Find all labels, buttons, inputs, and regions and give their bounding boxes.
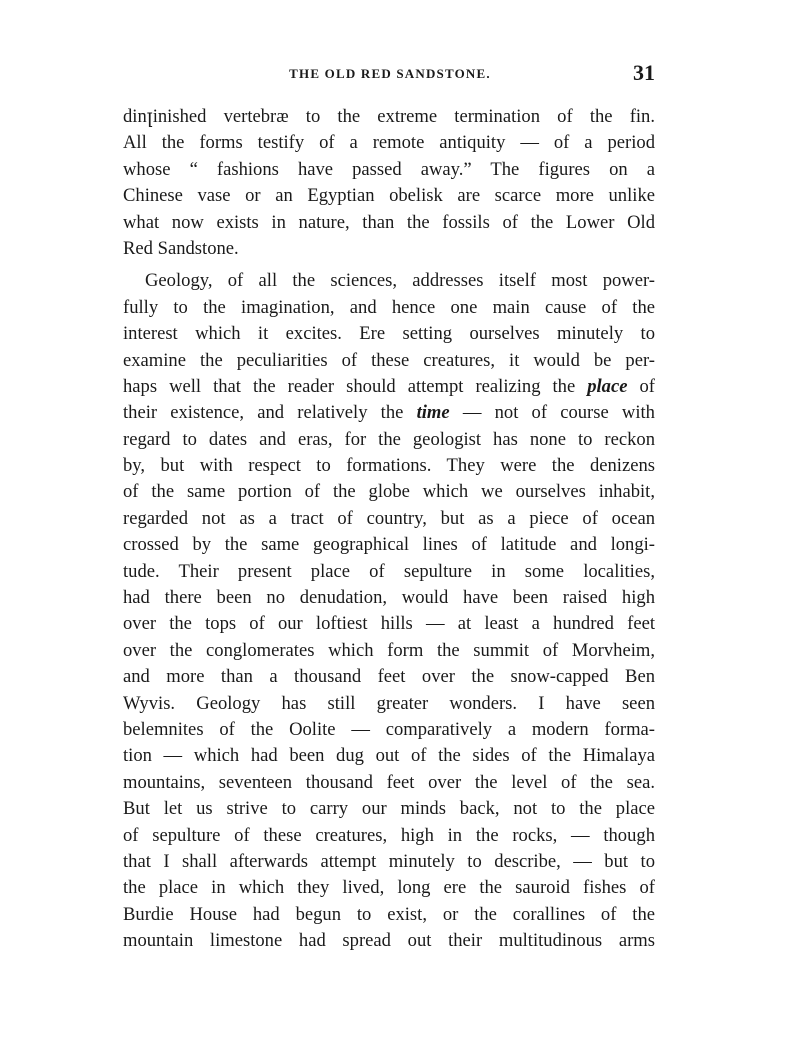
paragraph-2-line-23: that I shall afterwards attempt minutely to describe, — but to: [123, 850, 655, 872]
page-number: 31: [633, 60, 655, 85]
paragraph-2-line-19: tion — which had been dug out of the sides of the Himalaya: [123, 745, 655, 767]
paragraph-2-line-11: crossed by the same geographical lines of latitude and longi-: [123, 534, 655, 556]
italic-word-time: time: [416, 402, 450, 424]
paragraph-2-line-26: mountain limestone had spread out their multitudinous arms: [123, 930, 655, 952]
paragraph-2-line-15: over the conglomerates which form the summit of Morvheim,: [123, 639, 655, 661]
paragraph-1-line-5: what now exists in nature, than the fossils of the Lower Old: [123, 211, 655, 233]
body-text: [123, 104, 655, 955]
paragraph-1-line-6: Red Sandstone.: [123, 237, 239, 259]
paragraph-2-line-5: [123, 374, 655, 400]
italic-word-place: place: [587, 375, 628, 397]
paragraph-1-line-3: whose “ fashions have passed away.” The figures on a: [123, 158, 655, 180]
paragraph-2-line-2: fully to the imagination, and hence one main cause of the: [123, 296, 655, 318]
running-head: [125, 60, 655, 88]
paragraph-2-line-7: regard to dates and eras, for the geologist has none to reckon: [123, 428, 655, 450]
paragraph-2-line-16: and more than a thousand feet over the snow-capped Ben: [123, 666, 655, 688]
paragraph-2-line-6: [123, 400, 655, 426]
paragraph-2-line-9: of the same portion of the globe which we ourselves inhabit,: [123, 481, 655, 503]
paragraph-2-line-3: interest which it excites. Ere setting ourselves minutely to: [123, 323, 655, 345]
paragraph-1-line-1: dinꞁinished vertebræ to the extreme termination of the fin.: [123, 106, 655, 127]
text-run: haps well that the reader should attempt realizing the: [123, 375, 576, 397]
paragraph-2-line-10: regarded not as a tract of country, but as a piece of ocean: [123, 507, 655, 529]
paragraph-2-line-22: of sepulture of these creatures, high in the rocks, — though: [123, 824, 655, 846]
running-title: THE OLD RED SANDSTONE.: [289, 66, 491, 81]
paragraph-1-line-2: All the forms testify of a remote antiquity — of a period: [123, 132, 655, 154]
paragraph-2-line-24: the place in which they lived, long ere the sauroid fishes of: [123, 877, 655, 899]
paragraph-2-line-21: But let us strive to carry our minds back, not to the place: [123, 798, 655, 820]
paragraph-2-line-18: belemnites of the Oolite — comparatively a modern forma-: [123, 718, 655, 740]
paragraph-2-line-17: Wyvis. Geology has still greater wonders. I have seen: [123, 692, 655, 714]
text-run: of: [639, 375, 655, 397]
paragraph-2-line-8: by, but with respect to formations. They were the denizens: [123, 455, 655, 477]
paragraph-2-line-1: Geology, of all the sciences, addresses itself most power-: [145, 270, 655, 292]
paragraph-2-line-4: examine the peculiarities of these creatures, it would be per-: [123, 349, 655, 371]
paragraph-2-line-13: had there been no denudation, would have been raised high: [123, 587, 655, 609]
paragraph-2-line-12: tude. Their present place of sepulture in some localities,: [123, 560, 655, 582]
paragraph-2-line-25: Burdie House had begun to exist, or the corallines of the: [123, 903, 655, 925]
paragraph-1-line-4: Chinese vase or an Egyptian obelisk are scarce more unlike: [123, 185, 655, 207]
paragraph-2-line-20: mountains, seventeen thousand feet over the level of the sea.: [123, 771, 655, 793]
paragraph-2-line-14: over the tops of our loftiest hills — at least a hundred feet: [123, 613, 655, 635]
text-run: their existence, and relatively the: [123, 402, 404, 424]
text-run: — not of course with: [462, 402, 655, 424]
